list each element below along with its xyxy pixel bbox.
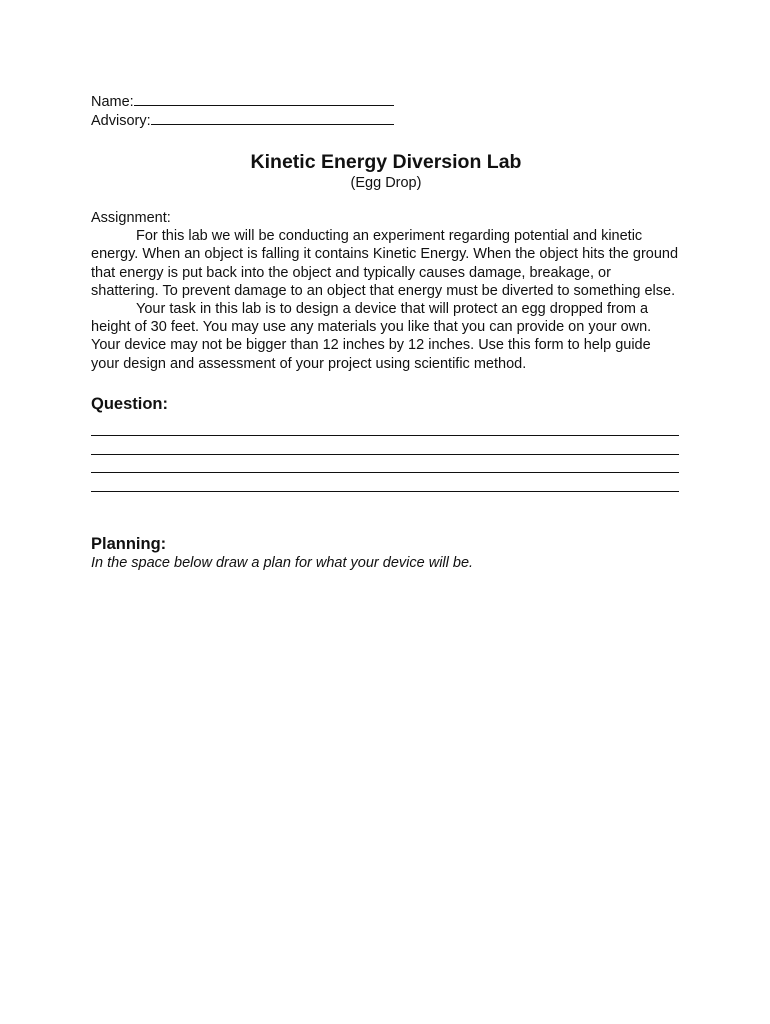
- advisory-field: [91, 111, 681, 130]
- name-label: Name:: [91, 94, 134, 110]
- question-answer-lines: [91, 418, 681, 492]
- assignment-label: Assignment:: [91, 210, 171, 226]
- advisory-blank-line[interactable]: [151, 111, 394, 125]
- answer-line[interactable]: [91, 455, 679, 474]
- answer-line[interactable]: [91, 473, 679, 492]
- name-blank-line[interactable]: [134, 92, 394, 106]
- answer-line[interactable]: [91, 436, 679, 455]
- title-block: [91, 150, 681, 192]
- page-title: Kinetic Energy Diversion Lab: [250, 151, 522, 173]
- assignment-section: [91, 209, 681, 373]
- answer-line[interactable]: [91, 418, 679, 437]
- planning-instruction: In the space below draw a plan for what your device will be.: [91, 554, 474, 571]
- page-subtitle: (Egg Drop): [350, 175, 422, 191]
- planning-heading: Planning:: [91, 534, 167, 553]
- worksheet-page: [91, 92, 681, 572]
- assignment-paragraph-1: For this lab we will be conducting an experiment regarding potential and kinetic energy. When an object is falling it contains Kinetic Energy. When the object hits the ground that energy is put back into the object and typically causes damage, breakage, or shattering. To prevent damage to an object that energy must be diverted to something else.: [91, 228, 679, 299]
- question-heading: Question:: [91, 394, 168, 413]
- assignment-paragraph-2: Your task in this lab is to design a device that will protect an egg dropped from a height of 30 feet. You may use any materials you like that you can provide on your own. Your device may not be bigger than 12 inches by 12 inches. Use this form to help guide your design and assessment of your project using scientific method.: [91, 301, 652, 372]
- advisory-label: Advisory:: [91, 113, 151, 129]
- name-field: [91, 92, 681, 111]
